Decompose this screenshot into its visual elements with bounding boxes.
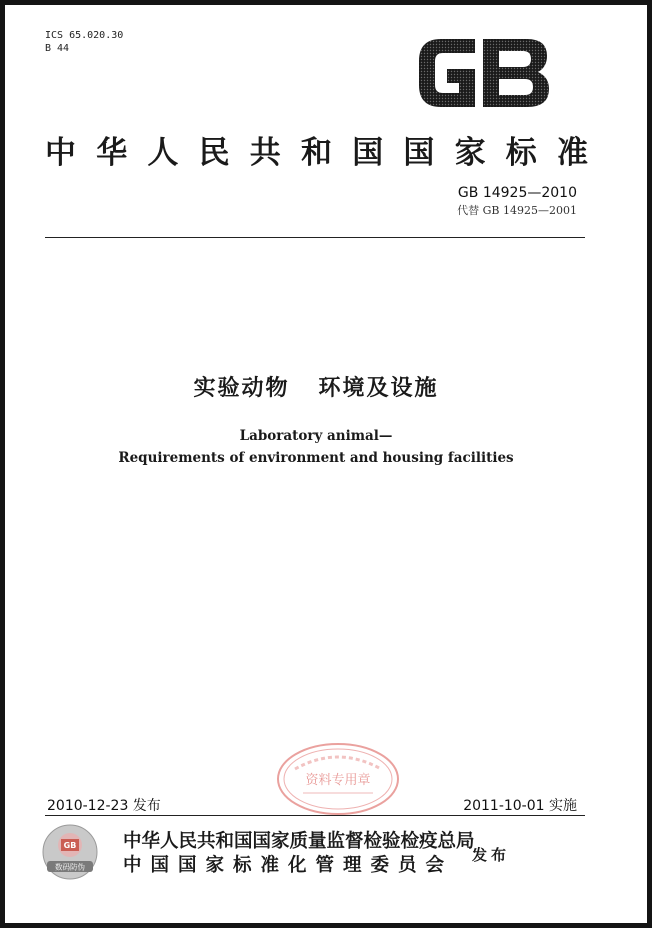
- ccs-code: B 44: [45, 43, 70, 54]
- title-en-line-2: Requirements of environment and housing facilities: [118, 450, 514, 466]
- title-en-line-1: Laboratory animal—: [239, 428, 393, 444]
- publishers-block: [123, 830, 475, 878]
- header-divider: [45, 237, 585, 238]
- publish-label: 发布: [472, 846, 511, 864]
- implementation-date: 2011-10-01 实施: [463, 798, 577, 814]
- publisher-sac: 中国国家标准化管理委员会: [123, 855, 454, 876]
- document-title-english: [5, 425, 627, 469]
- issue-date: 2010-12-23 发布: [47, 798, 161, 814]
- gb-logo: [417, 37, 551, 109]
- publisher-aqsiq: 中华人民共和国国家质量监督检验检疫总局: [123, 831, 475, 852]
- seal-text: 资料专用章: [305, 773, 371, 788]
- archive-stamp-seal: [275, 741, 401, 817]
- standard-number-block: [457, 185, 577, 218]
- classification-codes: [45, 29, 123, 55]
- document-title-chinese: 实验动物 环境及设施: [193, 376, 439, 401]
- footer-divider: [45, 815, 585, 816]
- standard-category-title: 中华人民共和国国家标准: [45, 135, 590, 171]
- anti-fake-label: 数码防伪: [55, 862, 85, 872]
- anti-counterfeit-emblem: [41, 823, 99, 881]
- standard-number: GB 14925—2010: [457, 185, 577, 201]
- replaces-standard: 代替 GB 14925—2001: [457, 204, 577, 217]
- ics-code: ICS 65.020.30: [45, 30, 124, 41]
- emblem-logo-text: GB: [63, 841, 77, 850]
